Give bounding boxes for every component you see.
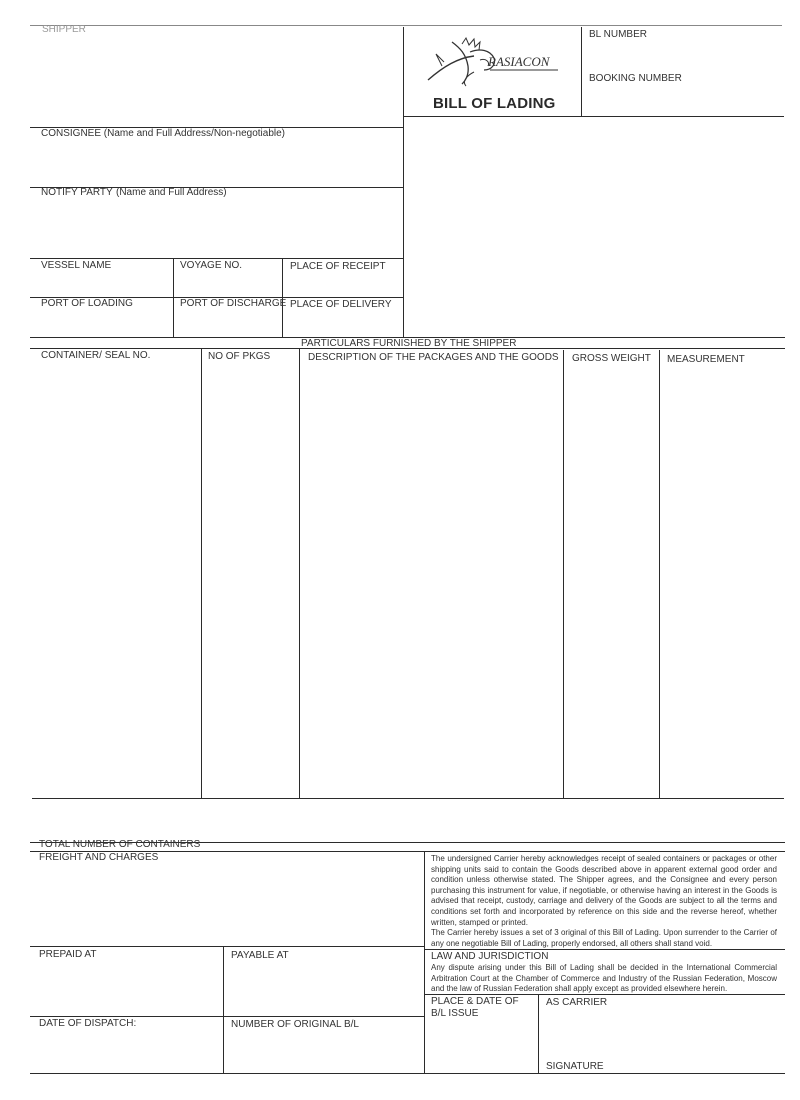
voyage-no-label: VOYAGE NO. xyxy=(180,260,243,271)
bl-number-divider xyxy=(581,27,582,116)
footer-middle-divider xyxy=(424,851,425,1073)
originals-clause-text: The Carrier hereby issues a set of 3 original of this Bill of Lading. Upon surrender to the Carrier of any one negotiable Bill of Lading, properly endorsed, all others shall stand void. xyxy=(431,928,777,948)
column-description: DESCRIPTION OF THE PACKAGES AND THE GOODS xyxy=(308,352,559,363)
dispatch-top-line xyxy=(30,1016,424,1017)
date-of-dispatch-label: DATE OF DISPATCH: xyxy=(39,1018,137,1029)
place-of-delivery-label: PLACE OF DELIVERY xyxy=(290,299,392,310)
law-jurisdiction-label: LAW AND JURISDICTION xyxy=(431,951,549,962)
description-weight-divider xyxy=(563,350,564,798)
freight-bottom-line xyxy=(30,946,424,947)
company-logo xyxy=(422,36,562,88)
total-containers-label: TOTAL NUMBER OF CONTAINERS xyxy=(39,839,201,850)
payable-at-label: PAYABLE AT xyxy=(231,950,289,961)
page-bottom-line xyxy=(30,1073,785,1074)
document-title: BILL OF LADING xyxy=(433,95,556,112)
port-of-loading-label: PORT OF LOADING xyxy=(41,298,133,309)
place-of-receipt-label: PLACE OF RECEIPT xyxy=(290,261,386,272)
column-container-seal: CONTAINER/ SEAL NO. xyxy=(41,350,151,361)
shipper-label: SHIPPER xyxy=(42,24,86,35)
particulars-section-title: PARTICULARS FURNISHED BY THE SHIPPER xyxy=(301,338,517,349)
consignee-label: CONSIGNEE (Name and Full Address/Non-negotiable) xyxy=(41,128,285,139)
container-pkgs-divider xyxy=(201,348,202,798)
as-carrier-label: AS CARRIER xyxy=(546,997,608,1008)
prepaid-at-label: PREPAID AT xyxy=(39,949,97,960)
number-original-bl-label: NUMBER OF ORIGINAL B/L xyxy=(231,1019,359,1030)
vessel-voyage-divider xyxy=(173,258,174,337)
top-border-line xyxy=(30,25,782,26)
logo-bottom-line xyxy=(403,116,784,117)
column-no-of-pkgs: NO OF PKGS xyxy=(208,351,271,362)
column-gross-weight: GROSS WEIGHT xyxy=(572,353,651,364)
prepaid-payable-divider xyxy=(223,946,224,1073)
weight-measurement-divider xyxy=(659,350,660,798)
booking-number-label: BOOKING NUMBER xyxy=(589,73,682,84)
bl-number-label: BL NUMBER xyxy=(589,29,647,40)
column-measurement: MEASUREMENT xyxy=(667,354,745,365)
signature-label: SIGNATURE xyxy=(546,1061,604,1072)
carrier-clause-text: The undersigned Carrier hereby acknowledges receipt of sealed containers or packages or other shipping units said to contain the Goods described above in apparent external good order and condition unless otherwise stated. The Shipper agrees, and the Consignee and every person purchasing this instrument for value, if negotiable, or otherwise having an interest in the Goods is advised that receipt, custody, carriage and delivery of the Goods are subject to all the terms and conditions set forth and incorporated by reference on this side and the reverse hereof, whether written, stamped or printed. xyxy=(431,854,777,927)
place-date-issue-label: PLACE & DATE OF B/L ISSUE xyxy=(431,996,519,1019)
brand-name: RASIACON xyxy=(488,54,550,69)
port-of-discharge-label: PORT OF DISCHARGE xyxy=(180,298,287,309)
notify-party-label: NOTIFY PARTY xyxy=(41,187,113,198)
law-jurisdiction-text: Any dispute arising under this Bill of Lading shall be decided in the International Commercial Arbitration Court at the Chamber of Commerce and Industry of the Russian Federation, Moscow and the law of Russian Federation shall apply except as provided elsewhere herein. xyxy=(431,963,777,994)
particulars-bottom-line xyxy=(32,798,784,799)
notify-bottom-line xyxy=(30,258,403,259)
left-column-divider xyxy=(403,27,404,337)
notify-party-note: (Name and Full Address) xyxy=(116,187,227,198)
freight-charges-label: FREIGHT AND CHARGES xyxy=(39,852,159,863)
issue-carrier-divider xyxy=(538,994,539,1073)
vessel-name-label: VESSEL NAME xyxy=(41,260,112,271)
pkgs-description-divider xyxy=(299,348,300,798)
